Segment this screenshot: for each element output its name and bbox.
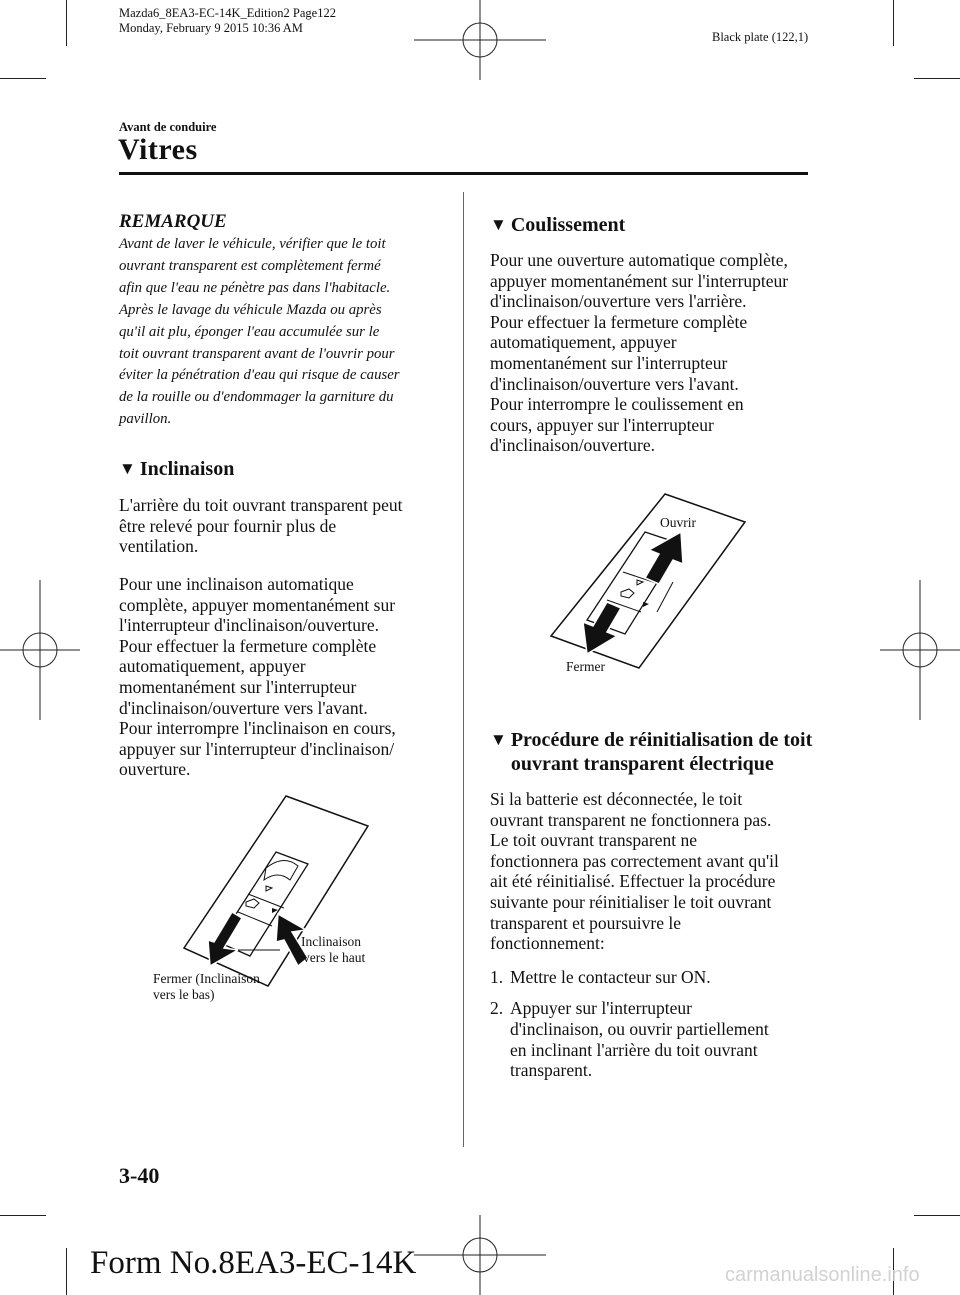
section-label: Avant de conduire [119,120,217,134]
text-line: Appuyer sur l'interrupteur [510,998,692,1019]
text-line: d'inclinaison/ouverture vers l'arrière. [490,291,747,312]
note-line: Après le lavage du véhicule Mazda ou après [119,301,382,318]
label-close: Fermer [566,659,605,674]
note-line: Avant de laver le véhicule, vérifier que le toit [119,236,386,252]
down-indicator-icon [643,602,649,607]
heading-coulissement [490,213,820,237]
heading-text-block [511,728,812,776]
heading-marker-icon: ▼ [490,730,507,749]
registration-mark-top [414,0,546,80]
text-line: transparent et poursuivre le [490,912,681,933]
column-divider [463,192,464,1147]
heading-reinitialisation [490,728,820,776]
text-line: être relevé pour fournir plus de [119,515,337,536]
text-line: complète, appuyer momentanément sur [119,594,396,615]
close-arrow-icon [208,912,242,966]
text-line: L'arrière du toit ouvrant transparent peut [119,495,403,516]
heading-line: Procédure de réinitialisation de toit [510,729,813,751]
form-number: Form No.8EA3-EC-14K [90,1245,417,1281]
page-number: 3-40 [119,1163,160,1188]
label-line: vers le haut [303,950,366,965]
text-line: suivante pour réinitialiser le toit ouvrant [490,891,772,912]
note-line: toit ouvrant transparent avant de l'ouvrir pour [119,345,395,362]
text-line: Pour une inclinaison automatique [119,573,354,594]
text-line: ouvrant transparent ne fonctionnera pas. [490,809,772,830]
heading-inclinaison [119,457,454,481]
label-line: vers le bas) [153,987,215,1002]
text-line: Mettre le contacteur sur ON. [510,966,711,987]
text-line: appuyer sur l'interrupteur d'inclinaison/ [119,738,395,759]
text-line: cours, appuyer sur l'interrupteur [490,414,714,435]
registration-mark-bottom [414,1215,546,1295]
text-line: appuyer momentanément sur l'interrupteur [490,270,789,291]
text-line: momentanément sur l'interrupteur [119,676,357,697]
heading-line: ouvrant transparent électrique [510,753,774,775]
up-indicator-icon [266,886,272,891]
list-number: 2. [490,998,504,1019]
print-info [119,6,336,36]
text-line: fonctionnement: [490,933,605,954]
heading-marker-icon: ▼ [490,215,507,234]
close-arrow-icon [583,602,621,654]
text-line: ouverture. [119,759,191,780]
file-line: Mazda6_8EA3-EC-14K_Edition2 Page122 [119,6,336,20]
label-line: Fermer (Inclinaison [153,971,260,986]
text-line: en inclinant l'arrière du toit ouvrant [510,1039,758,1060]
page-title: Vitres [118,133,198,166]
note-line: afin que l'eau ne pénètre pas dans l'habitacle. [119,279,391,296]
label-line: Inclinaison [301,934,361,949]
text-line: l'interrupteur d'inclinaison/ouverture. [119,615,379,636]
label-open: Ouvrir [660,515,696,530]
list-text [510,967,820,988]
registration-mark-right [880,580,960,720]
console-panel-outline [551,494,745,668]
registration-mark-left [0,580,80,720]
text-line: automatiquement, appuyer [490,332,677,353]
label-tilt-down [153,971,260,1003]
text-line: d'inclinaison/ouverture vers l'avant. [119,697,368,718]
text-line: d'inclinaison, ou ouvrir partiellement [510,1018,769,1039]
note-title: REMARQUE [119,211,227,232]
list-text [510,998,820,1080]
note-line: de la rouille ou d'endommager la garniture du [119,389,394,406]
slide-switch-figure [545,492,750,672]
note-line: pavillon. [119,411,172,428]
note-line: ouvrant transparent est complètement fermé [119,257,381,274]
paragraph-reinitialisation [490,789,820,954]
right-column-lower [490,728,820,1081]
text-line: automatiquement, appuyer [119,656,306,677]
note-line: qu'il ait plu, éponger l'eau accumulée sur le [119,323,380,340]
up-indicator-icon [637,580,643,585]
heading-text: Inclinaison [139,458,235,481]
text-line: Si la batterie est déconnectée, le toit [490,789,743,809]
text-line: Pour interrompre l'inclinaison en cours, [119,718,396,739]
text-line: fonctionnera pas correctement avant qu'il [490,850,779,871]
sunroof-symbol-icon [621,589,634,598]
text-line: d'inclinaison/ouverture vers l'avant. [490,373,739,394]
text-line: Le toit ouvrant transparent ne [490,830,698,851]
list-item [490,967,820,988]
heading-marker-icon: ▼ [119,459,136,479]
text-line: ait été réinitialisé. Effectuer la procédure [490,871,776,892]
text-line: Pour effectuer la fermeture complète [119,635,377,656]
heading-text: Coulissement [510,214,626,236]
open-arrow-icon [645,532,683,584]
watermark: carmanualsonline.info [725,1264,920,1286]
plate-label: Black plate (122,1) [712,30,809,44]
paragraph-coulissement [490,250,820,456]
text-line: Pour interrompre le coulissement en [490,394,744,415]
label-tilt-up [301,934,365,966]
text-line: ventilation. [119,536,199,557]
text-line: Pour effectuer la fermeture complète [490,311,748,332]
list-number: 1. [490,966,504,987]
list-item [490,998,820,1080]
paragraph-inclinaison-intro [119,495,454,557]
text-line: transparent. [510,1060,593,1081]
sunroof-symbol-icon [246,899,259,908]
right-column [490,192,820,456]
paragraph-inclinaison-operation [119,574,454,780]
text-line: d'inclinaison/ouverture. [490,435,655,456]
left-column [119,192,454,780]
note-line: éviter la pénétration d'eau qui risque de causer [119,367,400,384]
title-rule [119,172,808,175]
date-line: Monday, February 9 2015 10:36 AM [119,21,303,35]
text-line: momentanément sur l'interrupteur [490,352,728,373]
note-body [119,234,454,431]
text-line: Pour une ouverture automatique complète, [490,250,788,270]
